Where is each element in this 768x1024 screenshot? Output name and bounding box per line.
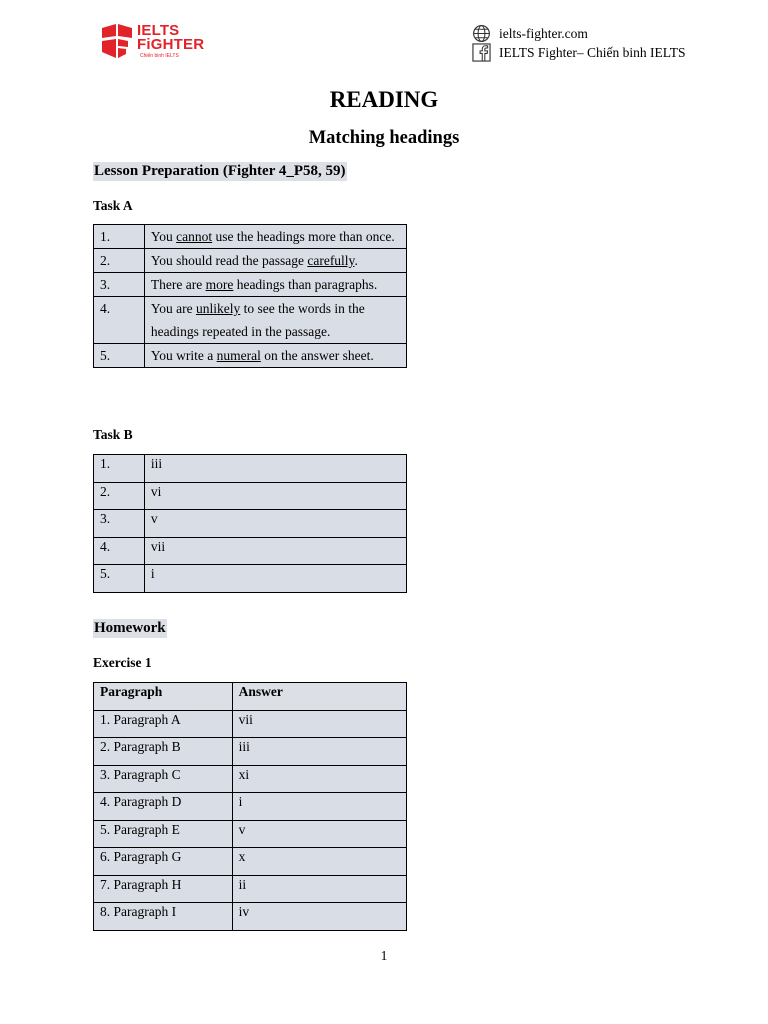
key-word: cannot [176, 229, 213, 244]
table-row [94, 738, 407, 766]
answer-cell: vii [232, 710, 406, 738]
paragraph-cell: 4. Paragraph D [94, 793, 233, 821]
statement: You cannot use the headings more than once. [144, 225, 406, 249]
task-a-label: Task A [93, 198, 133, 213]
table-row [94, 297, 407, 344]
paragraph-cell: 7. Paragraph H [94, 875, 233, 903]
table-row [94, 875, 407, 903]
homework-heading: Homework [94, 620, 166, 636]
paragraph-cell: 1. Paragraph A [94, 710, 233, 738]
website-row[interactable] [472, 24, 686, 43]
row-number: 4. [94, 297, 145, 344]
task-b-table [93, 454, 407, 593]
answer-cell: i [232, 793, 406, 821]
task-b-label: Task B [93, 427, 133, 442]
globe-icon [472, 24, 491, 43]
answer-cell: vi [144, 482, 406, 510]
paragraph-cell: 6. Paragraph G [94, 848, 233, 876]
column-header-answer: Answer [232, 683, 406, 711]
table-row [94, 225, 407, 249]
table-row [94, 249, 407, 273]
facebook-icon [472, 43, 491, 62]
table-row [94, 565, 407, 593]
answer-cell: iv [232, 903, 406, 931]
column-header-paragraph: Paragraph [94, 683, 233, 711]
exercise-1-table [93, 682, 407, 931]
table-header-row [94, 683, 407, 711]
paragraph-cell: 5. Paragraph E [94, 820, 233, 848]
logo-tagline: Chiến binh IELTS [140, 53, 179, 59]
answer-cell: iii [232, 738, 406, 766]
logo-mark-icon [100, 24, 134, 58]
answer-cell: i [144, 565, 406, 593]
answer-cell: iii [144, 455, 406, 483]
answer-cell: ii [232, 875, 406, 903]
answer-cell: v [232, 820, 406, 848]
facebook-link[interactable]: IELTS Fighter– Chiến binh IELTS [499, 44, 686, 60]
row-number: 2. [94, 482, 145, 510]
table-row [94, 273, 407, 297]
paragraph-cell: 2. Paragraph B [94, 738, 233, 766]
table-row [94, 344, 407, 368]
table-row [94, 537, 407, 565]
answer-cell: x [232, 848, 406, 876]
row-number: 3. [94, 273, 145, 297]
row-number: 5. [94, 565, 145, 593]
key-word: unlikely [196, 301, 241, 316]
contact-info [472, 24, 686, 62]
answer-cell: v [144, 510, 406, 538]
key-word: carefully [307, 253, 355, 268]
row-number: 4. [94, 537, 145, 565]
statement: You should read the passage carefully. [144, 249, 406, 273]
paragraph-cell: 3. Paragraph C [94, 765, 233, 793]
statement: You write a numeral on the answer sheet. [144, 344, 406, 368]
statement: There are more headings than paragraphs. [144, 273, 406, 297]
key-word: numeral [216, 348, 261, 363]
website-link[interactable]: ielts-fighter.com [499, 25, 588, 41]
facebook-row[interactable] [472, 43, 686, 62]
table-row [94, 710, 407, 738]
lesson-prep-heading: Lesson Preparation (Fighter 4_P58, 59) [94, 163, 346, 179]
table-row [94, 482, 407, 510]
answer-cell: vii [144, 537, 406, 565]
answer-cell: xi [232, 765, 406, 793]
page-number: 1 [380, 948, 388, 963]
page-subtitle: Matching headings [308, 128, 460, 148]
logo-wordmark: IELTS FiGHTER [137, 22, 205, 53]
row-number: 2. [94, 249, 145, 273]
row-number: 3. [94, 510, 145, 538]
row-number: 1. [94, 455, 145, 483]
table-row [94, 455, 407, 483]
exercise-1-label: Exercise 1 [93, 655, 152, 670]
paragraph-cell: 8. Paragraph I [94, 903, 233, 931]
ielts-fighter-logo [100, 24, 215, 62]
table-row [94, 903, 407, 931]
statement: You are unlikely to see the words in the headings repeated in the passage. [144, 297, 406, 344]
table-row [94, 765, 407, 793]
table-row [94, 510, 407, 538]
key-word: more [205, 277, 234, 292]
page-title: READING [329, 87, 439, 112]
table-row [94, 793, 407, 821]
row-number: 5. [94, 344, 145, 368]
table-row [94, 848, 407, 876]
row-number: 1. [94, 225, 145, 249]
task-a-table [93, 224, 407, 368]
table-row [94, 820, 407, 848]
